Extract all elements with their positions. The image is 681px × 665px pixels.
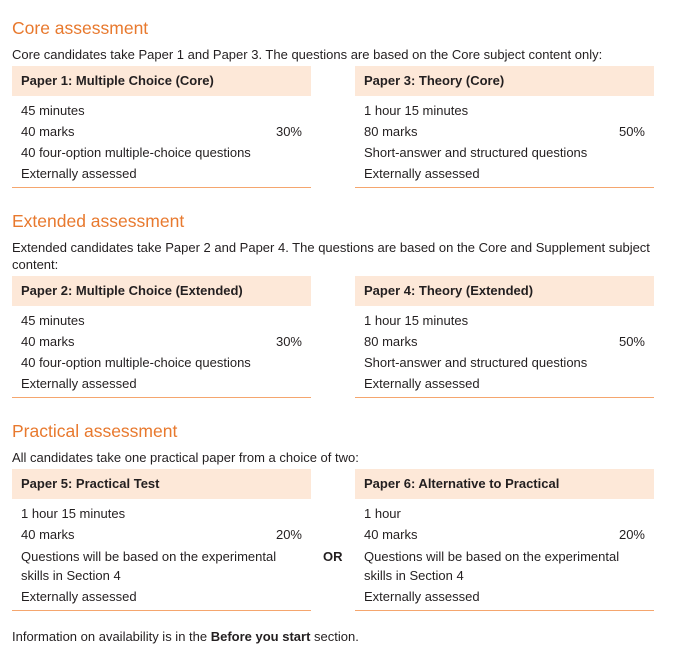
paper5-weight: 20%	[275, 527, 302, 542]
paper3-format: Short-answer and structured questions	[364, 145, 588, 160]
paper2-title: Paper 2: Multiple Choice (Extended)	[12, 276, 311, 306]
paper1-title: Paper 1: Multiple Choice (Core)	[12, 66, 311, 96]
availability-note	[12, 628, 359, 645]
paper1-marks: 40 marks	[21, 124, 75, 139]
paper5-marks-row	[21, 524, 302, 545]
practical-heading: Practical assessment	[12, 421, 178, 441]
paper2-marks: 40 marks	[21, 334, 75, 349]
paper1-assessment: Externally assessed	[21, 166, 137, 181]
paper1-marks-row	[21, 121, 302, 142]
extended-intro: Extended candidates take Paper 2 and Paper 4. The questions are based on the Core and Supplement subject content:	[12, 240, 650, 272]
paper3-marks-row	[364, 121, 645, 142]
paper4-card	[355, 276, 654, 398]
paper5-title: Paper 5: Practical Test	[12, 469, 311, 499]
paper6-weight: 20%	[618, 527, 645, 542]
paper5-card	[12, 469, 311, 611]
paper6-marks: 40 marks	[364, 527, 418, 542]
paper3-weight: 50%	[618, 124, 645, 139]
paper6-card	[355, 469, 654, 611]
paper1-duration: 45 minutes	[21, 103, 85, 118]
paper3-duration: 1 hour 15 minutes	[364, 103, 469, 118]
availability-note-end: section.	[310, 629, 359, 644]
paper1-card	[12, 66, 311, 188]
paper3-card	[355, 66, 654, 188]
availability-note-text: Information on availability is in the	[12, 629, 211, 644]
paper1-weight: 30%	[275, 124, 302, 139]
core-intro: Core candidates take Paper 1 and Paper 3. The questions are based on the Core subject content only:	[12, 47, 603, 62]
paper4-format: Short-answer and structured questions	[364, 355, 588, 370]
paper2-format: 40 four-option multiple-choice questions	[21, 355, 251, 370]
paper6-marks-row	[364, 524, 645, 545]
paper4-duration: 1 hour 15 minutes	[364, 313, 469, 328]
paper3-title: Paper 3: Theory (Core)	[355, 66, 654, 96]
extended-heading: Extended assessment	[12, 211, 185, 231]
or-label: OR	[323, 549, 343, 564]
practical-intro: All candidates take one practical paper from a choice of two:	[12, 450, 359, 465]
paper2-marks-row	[21, 331, 302, 352]
paper2-duration: 45 minutes	[21, 313, 85, 328]
paper2-assessment: Externally assessed	[21, 376, 137, 391]
paper6-format: Questions will be based on the experimental skills in Section 4	[364, 549, 620, 583]
paper6-duration: 1 hour	[364, 506, 401, 521]
paper5-format: Questions will be based on the experimental skills in Section 4	[21, 549, 277, 583]
paper1-format: 40 four-option multiple-choice questions	[21, 145, 251, 160]
paper5-assessment: Externally assessed	[21, 589, 137, 604]
paper2-card	[12, 276, 311, 398]
paper3-marks: 80 marks	[364, 124, 418, 139]
paper4-marks: 80 marks	[364, 334, 418, 349]
paper3-assessment: Externally assessed	[364, 166, 480, 181]
paper4-marks-row	[364, 331, 645, 352]
paper4-weight: 50%	[618, 334, 645, 349]
paper4-title: Paper 4: Theory (Extended)	[355, 276, 654, 306]
before-you-start-link: Before you start	[210, 629, 311, 644]
paper5-duration: 1 hour 15 minutes	[21, 506, 126, 521]
core-heading: Core assessment	[12, 18, 149, 38]
paper4-assessment: Externally assessed	[364, 376, 480, 391]
paper6-assessment: Externally assessed	[364, 589, 480, 604]
paper5-marks: 40 marks	[21, 527, 75, 542]
paper2-weight: 30%	[275, 334, 302, 349]
paper6-title: Paper 6: Alternative to Practical	[355, 469, 654, 499]
